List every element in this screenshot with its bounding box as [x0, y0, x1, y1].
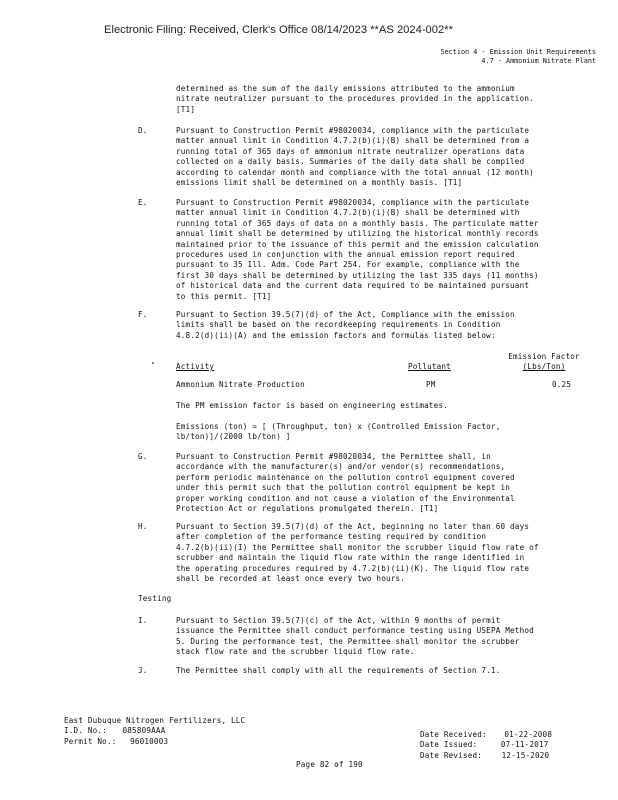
- text-line: matter annual limit in Condition 4.7.2(b)(i)(B) shall be determined from a: [176, 136, 530, 146]
- text-line: lb/ton)]/(2000 lb/ton) ]: [176, 432, 291, 442]
- activity-cell: Ammonium Nitrate Production: [176, 380, 305, 389]
- text-line: maintained prior to the issuance of this permit and the emission calculation: [176, 239, 539, 249]
- text-line: Pursuant to Construction Permit #98020034, compliance with the particulate: [176, 126, 530, 135]
- facility-id-label: I.D. No.:: [64, 726, 107, 736]
- text-line: Pursuant to Section 39.5(7)(d) of the Act, Compliance with the emission: [176, 310, 515, 319]
- item-f-paragraph: [176, 310, 606, 341]
- text-line: limits shall be based on the recordkeeping requirements in Condition: [176, 320, 501, 330]
- text-line: the operating procedures required by 4.7.2(b)(ii)(K). The liquid flow rate: [176, 563, 530, 573]
- date-issued-value: 07-11-2017: [500, 740, 549, 750]
- text-line: annual limit shall be determined by utilizing the historical monthly records: [176, 229, 539, 239]
- text-line: Pursuant to Section 39.5(7)(c) of the Act, within 9 months of permit: [176, 616, 501, 625]
- text-line: 4.8.2(d)(ii)(A) and the emission factors and formulas listed below:: [176, 330, 496, 340]
- date-revised-label: Date Revised:: [420, 750, 483, 760]
- text-line: running total of 365 days of ammonium nitrate neutralizer operations data: [176, 146, 525, 156]
- text-line: shall be recorded at least once every two hours.: [176, 574, 406, 584]
- text-line: proper working condition and not cause a violation of the Environmental: [176, 493, 515, 503]
- text-line: [T1]: [176, 104, 196, 114]
- permit-number-value: 96010003: [130, 736, 169, 746]
- item-label-d: D.: [138, 126, 148, 135]
- section-header: [441, 48, 597, 65]
- date-issued: [420, 740, 552, 750]
- text-line: of historical data and the current data required to be maintained pursuant: [176, 281, 530, 291]
- activity-column-header: Activity: [176, 362, 215, 371]
- facility-id-value: 085809AAA: [122, 726, 166, 736]
- text-line: emissions limit shall be determined on a monthly basis. [T1]: [176, 178, 463, 188]
- footer-facility-info: [64, 716, 245, 747]
- text-line: accordance with the manufacturer(s) and/or vendor(s) recommendations,: [176, 462, 506, 472]
- item-label-i: I.: [138, 616, 148, 625]
- item-label-h: H.: [138, 522, 148, 531]
- item-d-paragraph: [176, 126, 606, 188]
- item-h-paragraph: [176, 522, 606, 584]
- text-line: pursuant to 35 Ill. Adm. Code Part 254. For example, compliance with the: [176, 260, 520, 270]
- text-line: Emissions (ton) = [ (Throughput, ton) x (Controlled Emission Factor,: [176, 422, 501, 431]
- intro-paragraph: [176, 84, 606, 115]
- text-line: collected on a daily basis. Summaries of the daily data shall be compiled: [176, 157, 525, 167]
- item-i-paragraph: [176, 616, 606, 658]
- text-line: according to calendar month and compliance with the total annual (12 month): [176, 167, 534, 177]
- date-revised: [420, 751, 552, 761]
- text-line: Pursuant to Section 39.5(7)(d) of the Act, beginning no later than 60 days: [176, 522, 530, 531]
- item-g-paragraph: [176, 452, 606, 514]
- text-line: Pursuant to Construction Permit #98020034, the Permittee shall, in: [176, 452, 491, 461]
- text-line: Pursuant to Construction Permit #98020034, compliance with the particulate: [176, 198, 530, 207]
- text-line: under this permit such that the pollution control equipment be kept in: [176, 483, 511, 493]
- item-label-g: G.: [138, 452, 148, 461]
- electronic-filing-stamp: Electronic Filing: Received, Clerk's Office 08/14/2023 **AS 2024-002**: [104, 24, 453, 36]
- pm-note: The PM emission factor is based on engineering estimates.: [176, 401, 448, 410]
- section-header-line1: Section 4 - Emission Unit Requirements: [440, 48, 596, 56]
- text-line: nitrate neutralizer pursuant to the procedures provided in the application.: [176, 94, 534, 104]
- text-line: procedures used in conjunction with the annual emission report required: [176, 250, 515, 260]
- text-line: 5. During the performance test, the Permittee shall monitor the scrubber: [176, 636, 520, 646]
- emission-factor-header-line2: (Lbs/Ton): [522, 362, 566, 372]
- date-issued-label: Date Issued:: [420, 740, 478, 750]
- footer-dates: [420, 730, 552, 761]
- item-e-paragraph: [176, 198, 606, 302]
- emission-factor-header: [508, 352, 580, 373]
- emissions-formula: [176, 422, 606, 443]
- item-label-j: J.: [138, 666, 148, 675]
- text-line: matter annual limit in Condition 4.7.2(b)(i)(B) shall be determined with: [176, 208, 520, 218]
- item-label-e: E.: [138, 198, 148, 207]
- factor-cell: 0.25: [552, 380, 572, 389]
- text-line: to this permit. [T1]: [176, 291, 272, 301]
- text-line: perform periodic maintenance on the pollution control equipment covered: [176, 472, 515, 482]
- text-line: Protection Act or regulations promulgated therein. [T1]: [176, 504, 439, 514]
- pollutant-cell: PM: [426, 380, 436, 389]
- text-line: 4.7.2(b)(ii)(I) the Permittee shall monitor the scrubber liquid flow rate of: [176, 542, 539, 552]
- facility-id: [64, 726, 245, 736]
- scan-speck: [152, 362, 154, 364]
- facility-name: East Dubuque Nitrogen Fertilizers, LLC: [64, 716, 246, 725]
- text-line: stack flow rate and the scrubber liquid flow rate.: [176, 647, 415, 657]
- text-line: running total of 365 days of data on a monthly basis. The particulate matter: [176, 218, 539, 228]
- emission-factor-header-line1: Emission Factor: [508, 352, 580, 361]
- testing-heading: Testing: [138, 594, 172, 603]
- item-j-paragraph: [176, 666, 606, 676]
- text-line: The Permittee shall comply with all the requirements of Section 7.1.: [176, 666, 501, 675]
- text-line: issuance the Permittee shall conduct performance testing using USEPA Method: [176, 626, 534, 636]
- item-label-f: F.: [138, 310, 148, 319]
- date-received-label: Date Received:: [420, 730, 487, 739]
- section-header-line2: 4.7 - Ammonium Nitrate Plant: [481, 56, 596, 65]
- date-revised-value: 12-15-2020: [501, 750, 550, 760]
- text-line: scrubber and maintain the liquid flow rate within the range identified in: [176, 553, 525, 563]
- date-received-value: 01-22-2008: [504, 730, 553, 739]
- page-number: Page 82 of 190: [296, 760, 363, 769]
- text-line: after completion of the performance testing required by condition: [176, 532, 487, 542]
- text-line: determined as the sum of the daily emissions attributed to the ammonium: [176, 84, 515, 93]
- pollutant-column-header: Pollutant: [408, 362, 451, 371]
- permit-number-label: Permit No.:: [64, 736, 117, 746]
- permit-number: [64, 737, 245, 747]
- text-line: first 30 days shall be determined by utilizing the last 335 days (11 months): [176, 270, 539, 280]
- date-received: [420, 730, 552, 740]
